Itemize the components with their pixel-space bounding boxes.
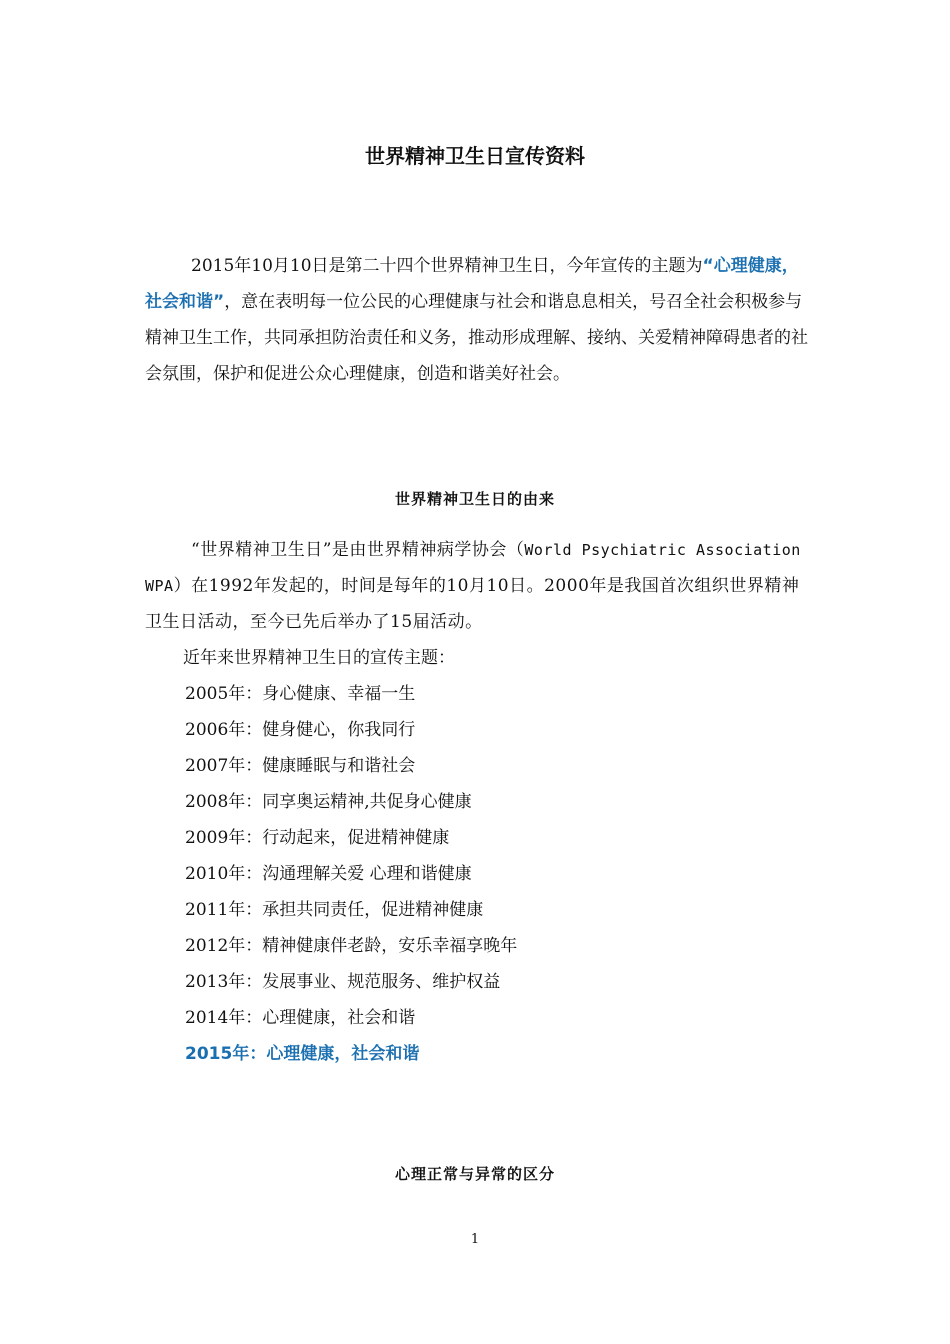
themes-list — [185, 676, 517, 1072]
intro-theme-quote: “心理健康，社会和谐” — [145, 256, 799, 312]
intro-text-part1: 2015年10月10日是第二十四个世界精神卫生日，今年宣传的主题为 — [191, 256, 703, 276]
origin-english-name: World Psychiatric Association WPA — [145, 541, 801, 595]
theme-item: 2014年：心理健康，社会和谐 — [185, 1008, 416, 1028]
theme-item: 2005年：身心健康、幸福一生 — [185, 684, 416, 704]
origin-text-part1: “世界精神卫生日”是由世界精神病学协会（ — [191, 540, 525, 560]
theme-item: 2007年：健康睡眠与和谐社会 — [185, 756, 416, 776]
section-heading-normal-abnormal: 心理正常与异常的区分 — [394, 1165, 555, 1183]
intro-text-part2: ，意在表明每一位公民的心理健康与社会和谐息息相关，号召全社会积极参与精神卫生工作，共同承担防治责任和义务，推动形成理解、接纳、关爱精神障碍患者的社会氛围，保护和促进公众心理健康，创造和谐美好社会。 — [145, 292, 808, 384]
theme-item: 2011年：承担共同责任，促进精神健康 — [185, 900, 484, 920]
theme-item: 2013年：发展事业、规范服务、维护权益 — [185, 972, 501, 992]
theme-item: 2010年：沟通理解关爱 心理和谐健康 — [185, 864, 472, 884]
themes-label: 近年来世界精神卫生日的宣传主题： — [183, 648, 455, 668]
theme-item: 2012年：精神健康伴老龄，安乐幸福享晚年 — [185, 936, 518, 956]
section-heading-origin: 世界精神卫生日的由来 — [394, 490, 555, 508]
origin-paragraph — [145, 532, 810, 640]
theme-item: 2008年：同享奥运精神,共促身心健康 — [185, 792, 472, 812]
document-title: 世界精神卫生日宣传资料 — [365, 144, 585, 168]
theme-item: 2009年：行动起来，促进精神健康 — [185, 828, 450, 848]
intro-paragraph — [145, 248, 810, 392]
theme-item: 2006年：健身健心，你我同行 — [185, 720, 416, 740]
page-number: 1 — [470, 1232, 480, 1247]
theme-item-current: 2015年：心理健康，社会和谐 — [185, 1044, 420, 1064]
origin-text-part2: ）在1992年发起的，时间是每年的10月10日。2000年是我国首次组织世界精神卫生日活动，至今已先后举办了15届活动。 — [145, 576, 800, 632]
